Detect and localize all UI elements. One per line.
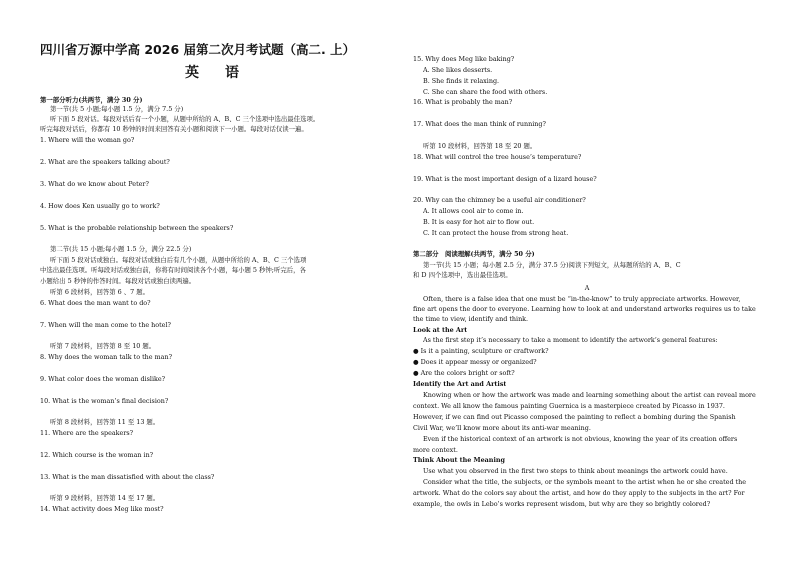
question-2: 2. What are the speakers talking about? bbox=[40, 158, 170, 166]
passage-paragraph: the time to view, identify and think. bbox=[413, 315, 529, 323]
question-3: 3. What do we know about Peter? bbox=[40, 180, 149, 188]
option-c: C. She can share the food with others. bbox=[423, 88, 548, 96]
question-9: 9. What color does the woman dislike? bbox=[40, 375, 166, 383]
part2-heading: 第二部分 阅读理解(共两节，满分 50 分) bbox=[413, 250, 535, 258]
option-a: A. She likes desserts. bbox=[423, 66, 493, 74]
question-16: 16. What is probably the man? bbox=[413, 98, 513, 106]
passage-subheading: Look at the Art bbox=[413, 326, 468, 334]
material-note: 听第 8 段材料，回答第 11 至 13 题。 bbox=[50, 418, 160, 426]
question-4: 4. How does Ken usually go to work? bbox=[40, 202, 160, 210]
question-20: 20. Why can the chimney be a useful air conditioner? bbox=[413, 196, 586, 204]
question-7: 7. When will the man come to the hotel? bbox=[40, 321, 171, 329]
passage-paragraph: Often, there is a false idea that one must be “in-the-know” to truly appreciate artworks. However, bbox=[423, 295, 741, 303]
question-13: 13. What is the man dissatisfied with about the class? bbox=[40, 473, 215, 481]
passage-paragraph: example, the owls in Lebo’s works represent wisdom, but why are they so brightly colored? bbox=[413, 500, 711, 508]
question-12: 12. Which course is the woman in? bbox=[40, 451, 154, 459]
passage-paragraph: Even if the historical context of an artwork is not obvious, knowing the year of its creation offers bbox=[423, 435, 738, 443]
question-1: 1. Where will the woman go? bbox=[40, 136, 135, 144]
passage-paragraph: Use what you observed in the first two steps to think about meanings the artwork could have. bbox=[423, 467, 728, 475]
question-18: 18. What will control the tree house’s temperature? bbox=[413, 153, 582, 161]
material-note: 听第 6 段材料，回答第 6 、7 题。 bbox=[50, 288, 150, 296]
option-b: B. She finds it relaxing. bbox=[423, 77, 500, 85]
passage-paragraph: Civil War, we’ll know more about its anti-war meaning. bbox=[413, 424, 591, 432]
bullet-item: ● Are the colors bright or soft? bbox=[413, 369, 515, 377]
option-c: C. It can protect the house from strong heat. bbox=[423, 229, 569, 237]
question-17: 17. What does the man think of running? bbox=[413, 120, 546, 128]
passage-paragraph: However, if we can find out Picasso composed the painting to reflect a bombing during the Spanish bbox=[413, 413, 736, 421]
passage-paragraph: As the first step it’s necessary to take a moment to identify the artwork’s general features: bbox=[423, 336, 718, 344]
bullet-item: ● Does it appear messy or organized? bbox=[413, 358, 537, 366]
subject-title: 英 语 bbox=[185, 65, 245, 81]
section2-instruction: 中选出最佳选项。听每段对话或独白前，你将有时间阅读各个小题，每小题 5 秒钟;听完后，各 bbox=[40, 266, 306, 274]
passage-paragraph: artwork. What do the colors say about the artist, and how do they apply to the subjects in the art? For bbox=[413, 489, 745, 497]
question-19: 19. What is the most important design of a lizard house? bbox=[413, 175, 597, 183]
option-a: A. It allows cool air to come in. bbox=[423, 207, 524, 215]
part2-instruction: 和 D 四个选项中，选出最佳选项。 bbox=[413, 271, 512, 279]
part1-heading: 第一部分听力(共两节，满分 30 分) bbox=[40, 96, 143, 104]
question-8: 8. Why does the woman talk to the man? bbox=[40, 353, 173, 361]
bullet-item: ● Is it a painting, sculpture or craftwork? bbox=[413, 347, 549, 355]
section1-instruction: 听完每段对话后，你都有 10 秒钟的时间来回答有关小题和阅读下一小题。每段对话仅读一遍。 bbox=[40, 125, 308, 133]
question-14: 14. What activity does Meg like most? bbox=[40, 505, 164, 513]
section1-instruction: 听下面 5 段对话。每段对话后有一个小题，从题中所给的 A、B、C 三个选项中选出最佳选项。 bbox=[50, 115, 320, 123]
option-b: B. It is easy for hot air to flow out. bbox=[423, 218, 535, 226]
material-note: 听第 10 段材料，回答第 18 至 20 题。 bbox=[423, 142, 537, 150]
material-note: 听第 9 段材料，回答第 14 至 17 题。 bbox=[50, 494, 160, 502]
section2-instruction: 小题给出 5 秒钟的作答时间。每段对话或独白读两遍。 bbox=[40, 277, 196, 285]
passage-letter: A bbox=[584, 284, 590, 292]
passage-paragraph: context. We all know the famous painting Guernica is a masterpiece created by Picasso in 1937. bbox=[413, 402, 725, 410]
section2-instruction: 听下面 5 段对话或独白。每段对话或独白后有几个小题，从题中所给的 A、B、C 三个选项 bbox=[50, 256, 307, 264]
section2-heading: 第二节(共 15 小题;每小题 1.5 分，满分 22.5 分) bbox=[50, 245, 192, 253]
question-6: 6. What does the man want to do? bbox=[40, 299, 151, 307]
section1-heading: 第一节(共 5 小题;每小题 1.5 分，满分 7.5 分) bbox=[50, 105, 184, 113]
passage-paragraph: Consider what the title, the subjects, or the symbols meant to the artist when he or she created the bbox=[423, 478, 747, 486]
passage-paragraph: Knowing when or how the artwork was made and learning something about the artist can reveal more bbox=[423, 391, 756, 399]
part2-instruction: 第一节(共 15 小题；每小题 2.5 分，满分 37.5 分)阅读下列短文，从每题所给的 A、B、C bbox=[423, 261, 681, 269]
question-10: 10. What is the woman’s final decision? bbox=[40, 397, 169, 405]
page-title: 四川省万源中学高 2026 届第二次月考试题（高二. 上） bbox=[40, 42, 356, 57]
passage-subheading: Identify the Art and Artist bbox=[413, 380, 507, 388]
material-note: 听第 7 段材料，回答第 8 至 10 题。 bbox=[50, 342, 156, 350]
question-5: 5. What is the probable relationship between the speakers? bbox=[40, 224, 234, 232]
passage-paragraph: fine art opens the door to everyone. Learning how to look at and understand artworks requires us to take bbox=[413, 305, 756, 313]
passage-paragraph: more context. bbox=[413, 446, 458, 454]
question-15: 15. Why does Meg like baking? bbox=[413, 55, 515, 63]
passage-subheading: Think About the Meaning bbox=[413, 456, 505, 464]
question-11: 11. Where are the speakers? bbox=[40, 429, 134, 437]
